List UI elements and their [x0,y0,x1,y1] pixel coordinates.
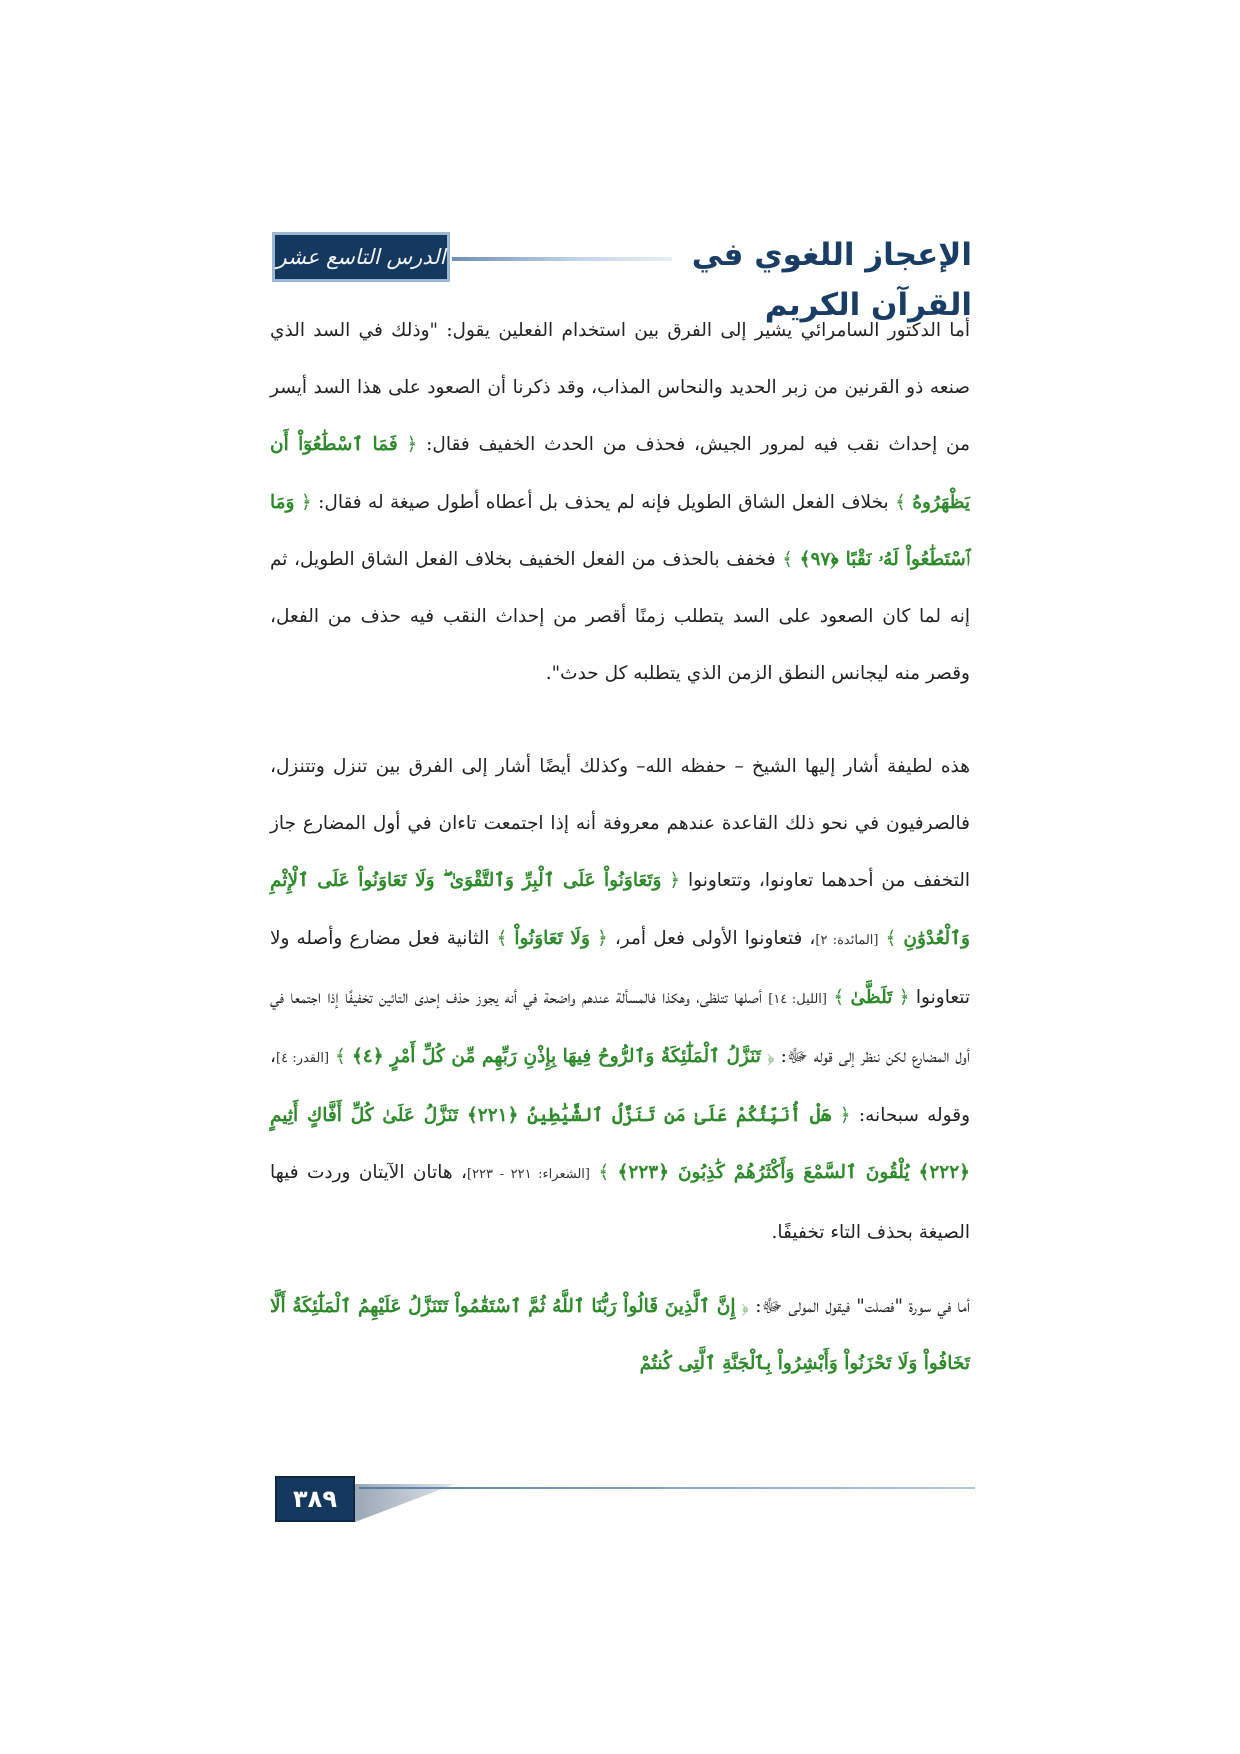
quran-verse: هَلْ أُنَبِّئُكُمْ عَلَىٰ مَن تَنَزَّلُ ٱلشَّيَٰطِينُ ﴿٢٢١﴾ تَنَزَّلُ عَلَىٰ كُلِّ أَفَّاكٍ أَثِيمٍ ﴿٢٢٢﴾ يُلْقُونَ ٱلسَّمْعَ وَأَكْثَرُهُمْ كَٰذِبُونَ ﴿٢٢٣﴾ [270,1105,970,1184]
quran-verse: وَمَا ٱسْتَطَٰعُواْ لَهُۥ نَقْبًا ﴿٩٧﴾ [270,491,971,570]
verse-reference: [الليل: ١٤] [768,991,827,1007]
verse-reference: [المائدة: ٢] [815,932,879,948]
quran-verse: إِنَّ ٱلَّذِينَ قَالُواْ رَبُّنَا ٱللَّهُ ثُمَّ ٱسْتَقَٰمُواْ تَتَنَزَّلُ عَلَيْهِمُ ٱلْمَلَٰٓئِكَةُ أَلَّا تَخَافُواْ وَلَا تَحْزَنُواْ وَأَبْشِرُواْ بِٱلْجَنَّةِ ٱلَّتِى كُنتُمْ [270,1296,970,1375]
page-header [272,228,972,323]
book-title: الإعجاز اللغوي في القرآن الكريم [691,237,972,323]
lesson-label: الدرس التاسع عشر [276,245,446,269]
quran-verse: تَلَظَّىٰ [850,986,893,1008]
quran-verse: تَنَزَّلُ ٱلْمَلَٰٓئِكَةُ وَٱلرُّوحُ فِيهَا بِإِذْنِ رَبِّهِم مِّن كُلِّ أَمْرٍ ﴿٤﴾ [351,1046,761,1068]
page-number: ٣٨٩ [293,1485,337,1513]
footer-shadow [355,1484,455,1522]
lesson-badge [272,232,450,282]
page-footer [275,1476,975,1526]
footer-divider [359,1487,975,1489]
header-divider [452,257,672,261]
page-number-box [275,1476,355,1522]
paragraph-3: أما في سورة "فصلت" فيقول المولى ﷻ: ﴿ إِنَّ ٱلَّذِينَ قَالُواْ رَبُّنَا ٱللَّهُ ثُمَّ ٱسْتَقَٰمُواْ تَتَنَزَّلُ عَلَيْهِمُ ٱلْمَلَٰٓئِكَةُ أَلَّا تَخَافُواْ وَلَا تَحْزَنُواْ وَأَبْشِرُواْ بِٱلْجَنَّةِ ٱلَّتِى كُنتُمْ [270,1296,970,1375]
quran-verse: وَلَا تَعَاوَنُواْ [514,927,590,949]
verse-reference: [الشعراء: ٢٢١ - ٢٢٣] [466,1167,590,1183]
verse-reference: [القدر: ٤] [275,1051,330,1067]
paragraph-1: أما الدكتور السامرائي يشير إلى الفرق بين استخدام الفعلين يقول: "وذلك في السد الذي صنعه ذو القرنين من زبر الحديد والنحاس المذاب، وقد ذكرنا أن الصعود على هذا السد أيسر من إحداث نقب فيه لمرور الجيش، فحذف من الحدث الخفيف فقال: ﴿ فَمَا ٱسْطَٰعُوٓاْ أَن يَظْهَرُوهُ ﴾ بخلاف الفعل الشاق الطويل فإنه لم يحذف بل أعطاه أطول صيغة له فقال: ﴿ وَمَا ٱسْتَطَٰعُواْ لَهُۥ نَقْبًا ﴿٩٧﴾ ﴾ فخفف بالحذف من الفعل الخفيف بخلاف الفعل الشاق الطويل، ثم إنه لما كان الصعود على السد يتطلب زمنًا أقصر من إحداث النقب فيه حذف من الفعل، وقصر منه ليجانس النطق الزمن الذي يتطلبه كل حدث". [270,320,971,685]
paragraph-2: هذه لطيفة أشار إليها الشيخ – حفظه الله– وكذلك أيضًا أشار إلى الفرق بين تنزل وتتنزل، فالصرفيون في نحو ذلك القاعدة عندهم معروفة أنه إذا اجتمعت تاءان في أول المضارع جاز التخفف من أحدهما تعاونوا، وتتعاونوا ﴿ وَتَعَاوَنُواْ عَلَى ٱلْبِرِّ وَٱلتَّقْوَىٰ ۖ وَلَا تَعَاوَنُواْ عَلَى ٱلْإِثْمِ وَٱلْعُدْوَٰنِ ﴾ [المائدة: ٢]، فتعاونوا الأولى فعل أمر، ﴿ وَلَا تَعَاوَنُواْ ﴾ الثانية فعل مضارع وأصله ولا تتعاونوا ﴿ تَلَظَّىٰ ﴾ [الليل: ١٤] أصلها تتلظى، وهكذا فالمسألة عندهم واضحة في أنه يجوز حذف إحدى التائين تخفيفًا إذا اجتمعا في أول المضارع لكن ننظر إلى قوله ﷻ: ﴿ تَنَزَّلُ ٱلْمَلَٰٓئِكَةُ وَٱلرُّوحُ فِيهَا بِإِذْنِ رَبِّهِم مِّن كُلِّ أَمْرٍ ﴿٤﴾ ﴾ [القدر: ٤]، وقوله سبحانه: ﴿ هَلْ أُنَبِّئُكُمْ عَلَىٰ مَن تَنَزَّلُ ٱلشَّيَٰطِينُ ﴿٢٢١﴾ تَنَزَّلُ عَلَىٰ كُلِّ أَفَّاكٍ أَثِيمٍ ﴿٢٢٢﴾ يُلْقُونَ ٱلسَّمْعَ وَأَكْثَرُهُمْ كَٰذِبُونَ ﴿٢٢٣﴾ ﴾ [الشعراء: ٢٢١ - ٢٢٣]، هاتان الآيتان وردت فيها الصيغة بحذف التاء تخفيفًا. [270,756,971,1243]
quran-verse: فَمَا ٱسْطَٰعُوٓاْ أَن يَظْهَرُوهُ [270,434,970,513]
quran-verse: وَتَعَاوَنُواْ عَلَى ٱلْبِرِّ وَٱلتَّقْوَىٰ ۖ وَلَا تَعَاوَنُواْ عَلَى ٱلْإِثْمِ وَٱلْعُدْوَٰنِ [270,870,970,949]
